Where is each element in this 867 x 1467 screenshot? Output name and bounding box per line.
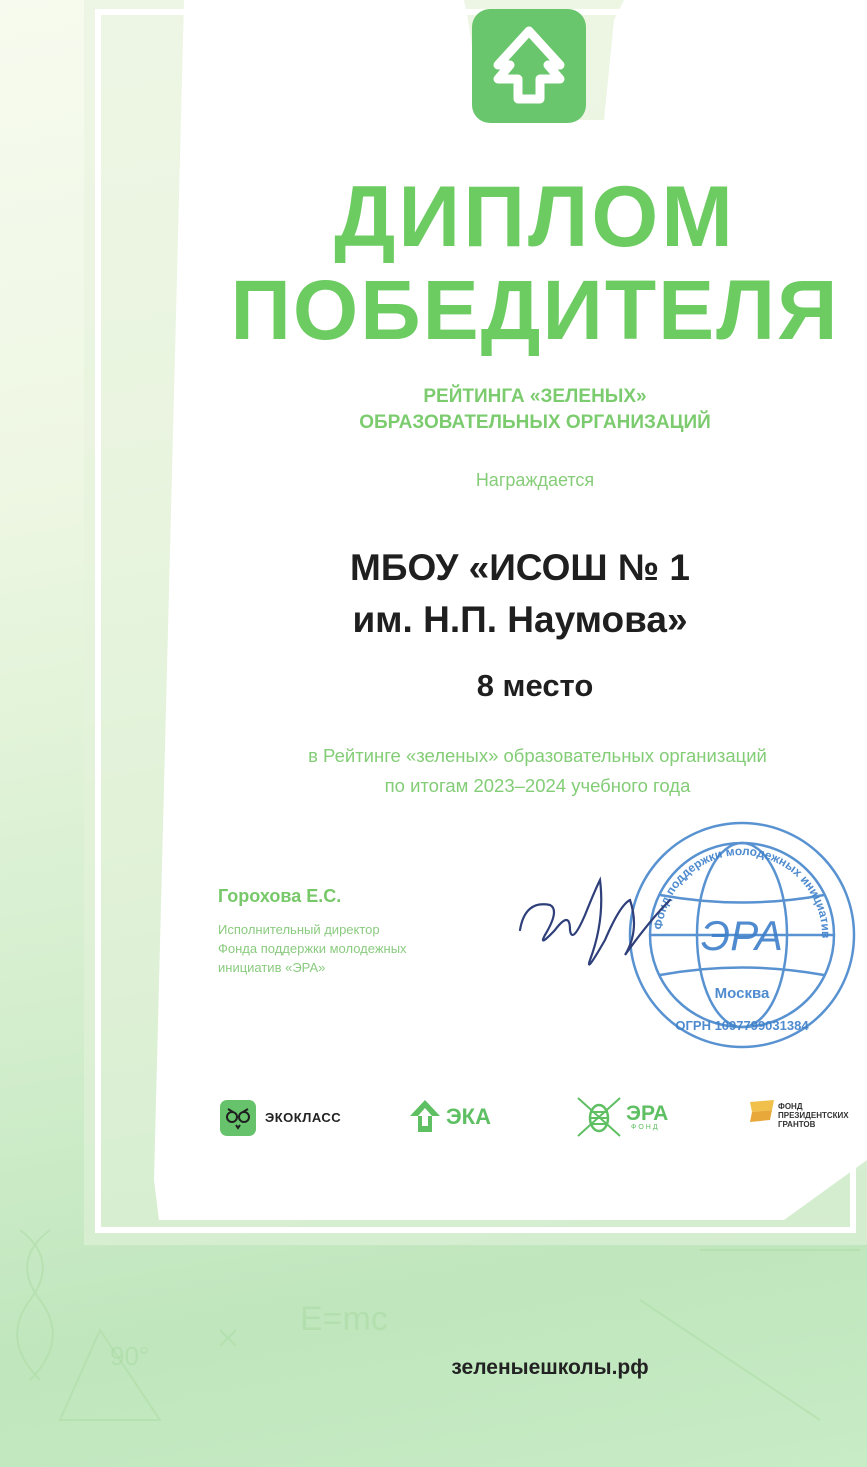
- partner-ecoklass-label: ЭКОКЛАСС: [265, 1110, 342, 1125]
- stamp-ring-text: Фонд поддержки молодежных инициатив: [651, 843, 834, 939]
- signatory-role-line-2: Фонда поддержки молодежных: [218, 941, 407, 956]
- subtitle-line-1: РЕЙТИНГА «ЗЕЛЕНЫХ»: [423, 386, 647, 407]
- tree-arrow-icon: [472, 9, 586, 123]
- website-url: зеленыешколы.рф: [451, 1356, 649, 1379]
- recipient-line-2: им. Н.П. Наумова»: [352, 599, 688, 640]
- recipient-line-1: МБОУ «ИСОШ № 1: [350, 547, 690, 588]
- subtitle-line-2: ОБРАЗОВАТЕЛЬНЫХ ОРГАНИЗАЦИЙ: [359, 412, 711, 433]
- signatory-name: Горохова Е.С.: [218, 886, 342, 906]
- awarded-label: Награждается: [475, 470, 595, 490]
- stamp-city: Москва: [714, 985, 770, 1002]
- svg-text:E=mc: E=mc: [300, 1300, 388, 1338]
- pinecone-icon: [576, 1096, 622, 1138]
- stamp-ogrn: ОГРН 1097799031384: [675, 1018, 809, 1033]
- handwritten-signature: [510, 860, 680, 980]
- description-line-2: по итогам 2023–2024 учебного года: [384, 775, 691, 796]
- partner-fpg-label: ФОНД ПРЕЗИДЕНТСКИХ ГРАНТОВ: [778, 1102, 849, 1129]
- signatory-role-line-1: Исполнительный директор: [218, 922, 380, 937]
- partner-era-subtext: ФОНД: [631, 1124, 660, 1131]
- stamp-center-text: ЭРА: [701, 912, 783, 959]
- svg-text:90°: 90°: [110, 1341, 150, 1371]
- title-line-1: ДИПЛОМ: [334, 169, 736, 265]
- title-line-2: ПОБЕДИТЕЛЯ: [230, 263, 840, 357]
- description-line-1: в Рейтинге «зеленых» образовательных организаций: [308, 745, 767, 766]
- owl-icon: [220, 1100, 256, 1136]
- partner-eka-label: ЭКА: [446, 1104, 491, 1129]
- signatory-role-line-3: инициатив «ЭРА»: [218, 960, 326, 975]
- partner-era-label: ЭРА: [626, 1102, 669, 1125]
- place-text: 8 место: [476, 668, 594, 703]
- flag-icon: [748, 1098, 776, 1124]
- tree-arrow-icon: [408, 1098, 442, 1134]
- eka-top-logo: [472, 9, 586, 123]
